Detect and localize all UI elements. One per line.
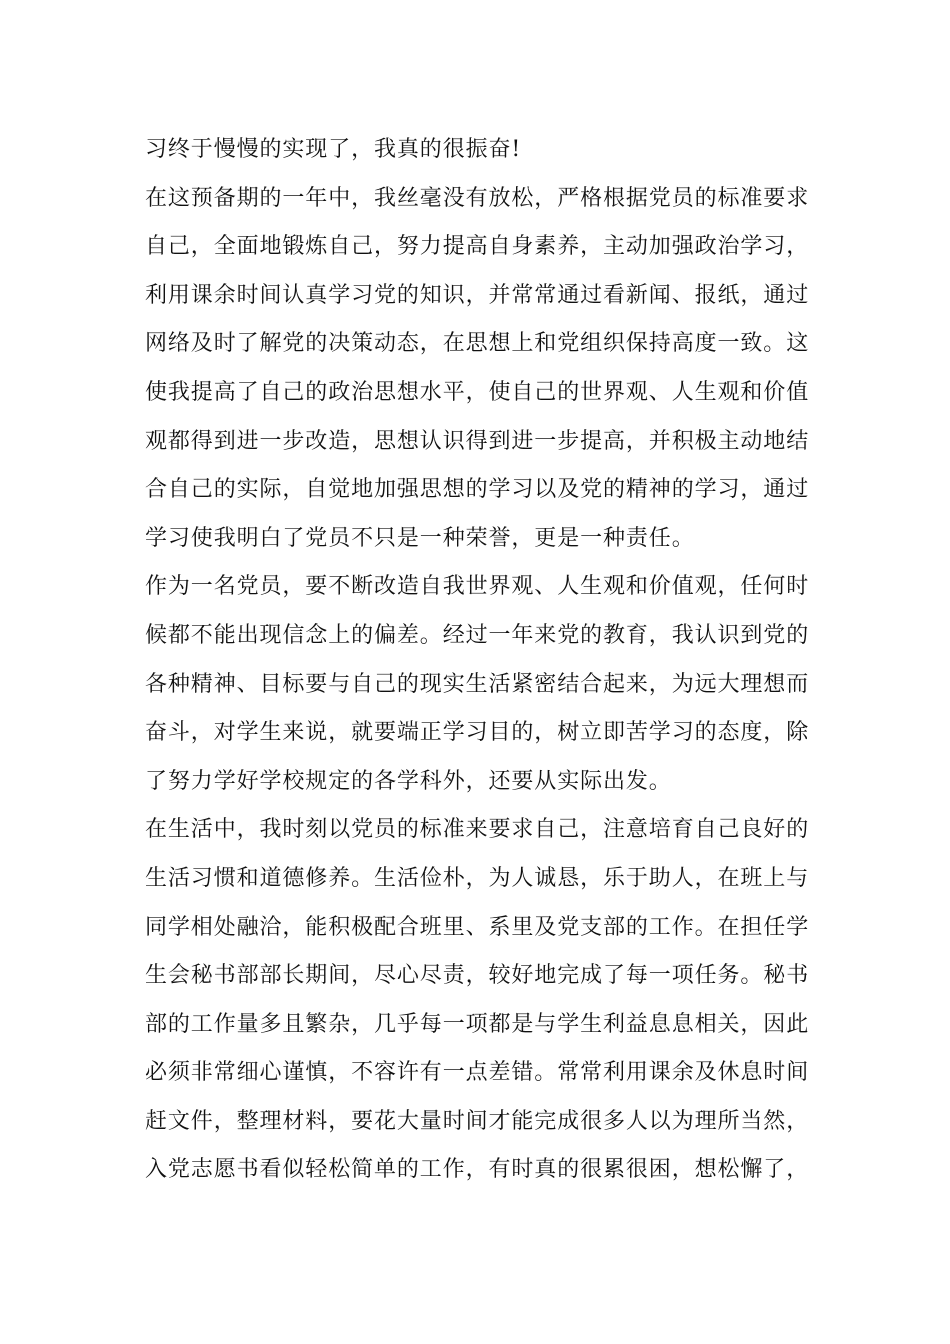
text-line: 在这预备期的一年中，我丝毫没有放松，严格根据党员的标准要求 — [145, 185, 810, 211]
text-line: 网络及时了解党的决策动态，在思想上和党组织保持高度一致。这 — [145, 331, 810, 357]
text-line: 部的工作量多且繁杂，几乎每一项都是与学生利益息息相关，因此 — [145, 1011, 810, 1037]
text-line: 合自己的实际，自觉地加强思想的学习以及党的精神的学习，通过 — [145, 477, 810, 503]
body-text — [145, 126, 815, 1195]
text-line: 习终于慢慢的实现了，我真的很振奋! — [145, 137, 522, 162]
text-line: 同学相处融洽，能积极配合班里、系里及党支部的工作。在担任学 — [145, 914, 810, 940]
text-line: 自己，全面地锻炼自己，努力提高自身素养，主动加强政治学习， — [145, 234, 810, 260]
text-line: 生活习惯和道德修养。生活俭朴，为人诚恳，乐于助人，在班上与 — [145, 865, 810, 891]
text-line: 必须非常细心谨慎，不容许有一点差错。常常利用课余及休息时间 — [145, 1060, 810, 1086]
text-line: 入党志愿书看似轻松简单的工作，有时真的很累很困，想松懈了， — [145, 1157, 810, 1183]
text-line: 使我提高了自己的政治思想水平，使自己的世界观、人生观和价值 — [145, 379, 810, 405]
text-line: 利用课余时间认真学习党的知识，并常常通过看新闻、报纸，通过 — [145, 282, 810, 308]
text-line: 各种精神、目标要与自己的现实生活紧密结合起来，为远大理想而 — [145, 671, 810, 697]
text-line: 候都不能出现信念上的偏差。经过一年来党的教育，我认识到党的 — [145, 622, 810, 648]
text-line: 奋斗，对学生来说，就要端正学习目的，树立即苦学习的态度，除 — [145, 720, 810, 746]
text-line: 在生活中，我时刻以党员的标准来要求自己，注意培育自己良好的 — [145, 817, 810, 843]
text-line: 观都得到进一步改造，思想认识得到进一步提高，并积极主动地结 — [145, 428, 810, 454]
text-line: 生会秘书部部长期间，尽心尽责，较好地完成了每一项任务。秘书 — [145, 963, 810, 989]
text-line: 了努力学好学校规定的各学科外，还要从实际出发。 — [145, 768, 672, 794]
text-line: 赶文件，整理材料，要花大量时间才能完成很多人以为理所当然， — [145, 1108, 810, 1134]
text-line: 作为一名党员，要不断改造自我世界观、人生观和价值观，任何时 — [145, 574, 810, 600]
text-line: 学习使我明白了党员不只是一种荣誉，更是一种责任。 — [145, 525, 695, 551]
